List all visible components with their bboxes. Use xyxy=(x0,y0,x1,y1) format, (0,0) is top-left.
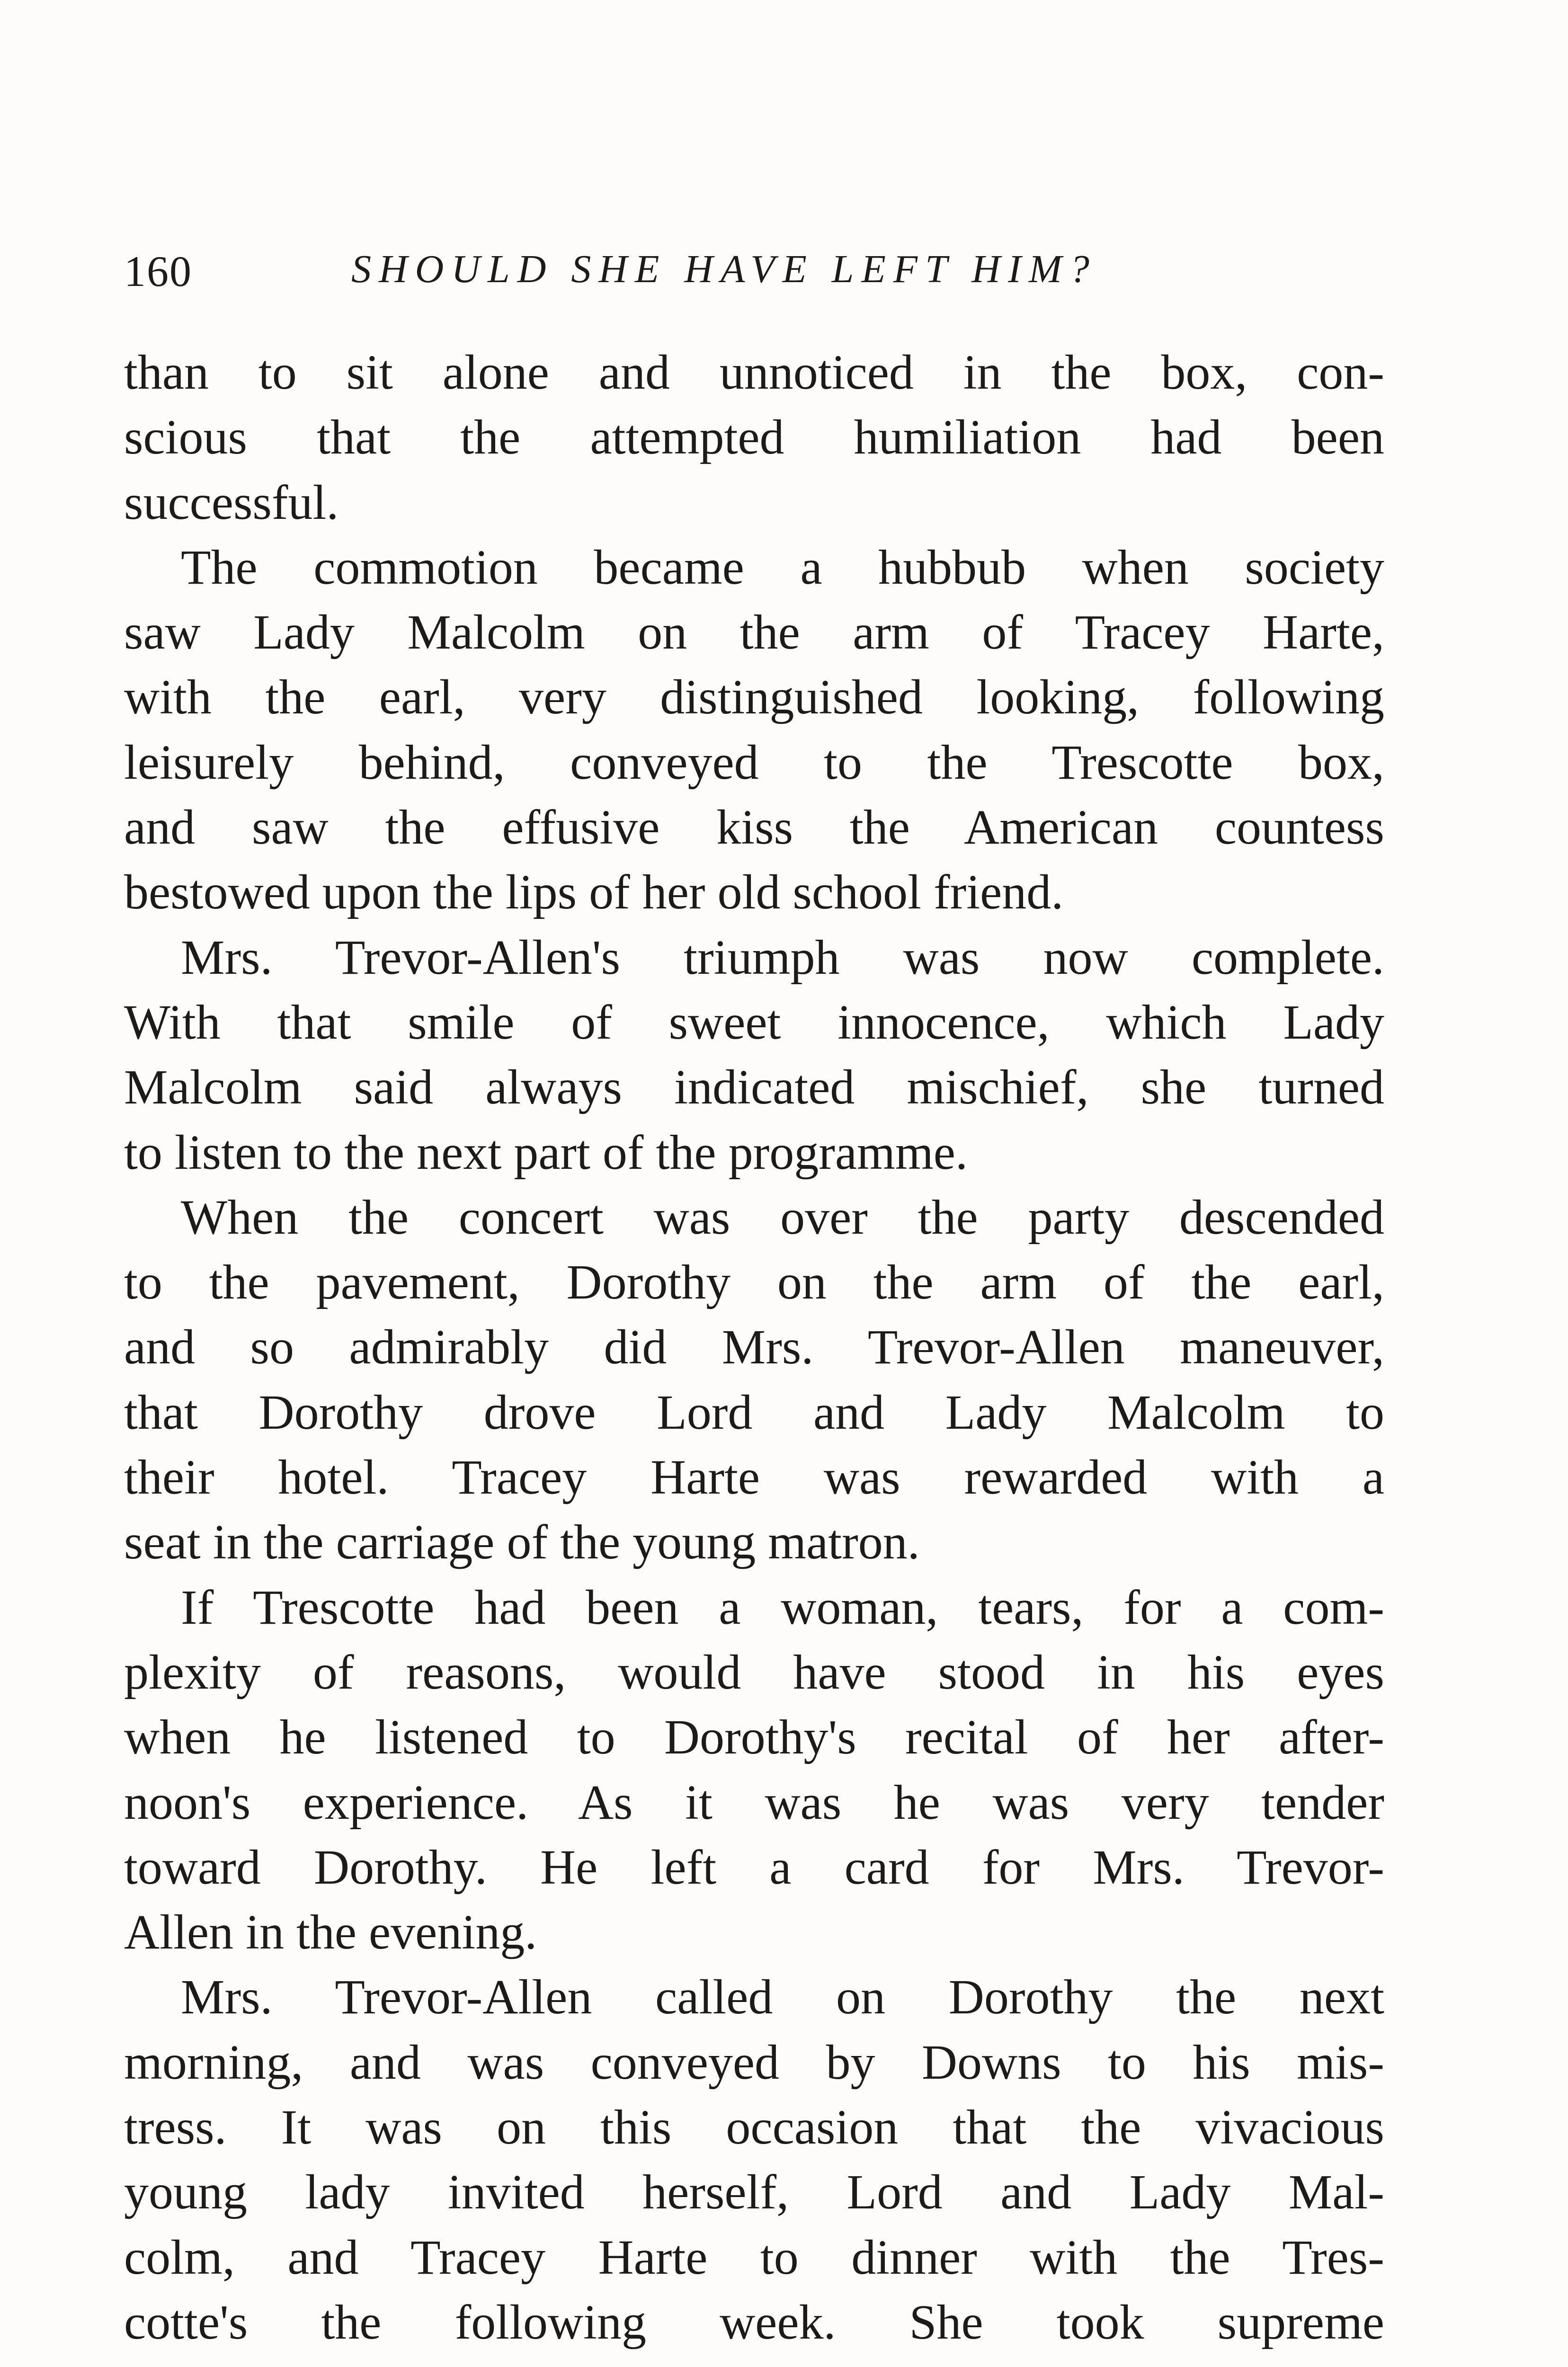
text-line: than to sit alone and unnoticed in the box, con- xyxy=(124,345,1384,400)
text-line: Malcolm said always indicated mischief, she turned xyxy=(124,1060,1384,1115)
page-number: 160 xyxy=(124,247,192,295)
text-line: Allen in the evening. xyxy=(124,1905,537,1960)
text-line: With that smile of sweet innocence, which Lady xyxy=(124,995,1384,1050)
text-line: leisurely behind, conveyed to the Trescotte box, xyxy=(124,735,1384,790)
paragraph-first-line: If Trescotte had been a woman, tears, for a com- xyxy=(181,1580,1384,1635)
text-line: with the earl, very distinguished looking, following xyxy=(124,670,1384,725)
text-line: plexity of reasons, would have stood in his eyes xyxy=(124,1645,1384,1700)
running-title: SHOULD SHE HAVE LEFT HIM? xyxy=(351,247,1097,291)
text-line: to the pavement, Dorothy on the arm of the earl, xyxy=(124,1255,1384,1310)
text-line: noon's experience. As it was he was very tender xyxy=(124,1775,1384,1830)
paragraph-first-line: The commotion became a hubbub when society xyxy=(181,540,1384,595)
text-line: when he listened to Dorothy's recital of her after- xyxy=(124,1710,1384,1765)
text-line: scious that the attempted humiliation had been xyxy=(124,410,1384,465)
text-line: that Dorothy drove Lord and Lady Malcolm to xyxy=(124,1385,1384,1440)
text-line: colm, and Tracey Harte to dinner with the Tres- xyxy=(124,2230,1384,2285)
text-line: and so admirably did Mrs. Trevor-Allen maneuver, xyxy=(124,1320,1384,1375)
text-line: tress. It was on this occasion that the vivacious xyxy=(124,2100,1384,2155)
text-line: toward Dorothy. He left a card for Mrs. Trevor- xyxy=(124,1840,1384,1895)
running-head xyxy=(124,246,1384,303)
text-line: seat in the carriage of the young matron. xyxy=(124,1515,920,1570)
text-line: their hotel. Tracey Harte was rewarded with a xyxy=(124,1450,1384,1505)
paragraph-first-line: Mrs. Trevor-Allen's triumph was now complete. xyxy=(181,930,1384,985)
text-line: young lady invited herself, Lord and Lady Mal- xyxy=(124,2165,1384,2220)
text-line: morning, and was conveyed by Downs to his mis- xyxy=(124,2035,1384,2090)
text-line: successful. xyxy=(124,475,339,530)
text-line: and saw the effusive kiss the American countess xyxy=(124,800,1384,855)
body-text xyxy=(124,340,1384,2355)
text-line: bestowed upon the lips of her old school friend. xyxy=(124,865,1064,920)
paragraph-first-line: When the concert was over the party descended xyxy=(181,1190,1384,1245)
paragraph-first-line: Mrs. Trevor-Allen called on Dorothy the next xyxy=(181,1970,1384,2025)
text-line: cotte's the following week. She took supreme xyxy=(124,2295,1384,2349)
text-line: saw Lady Malcolm on the arm of Tracey Harte, xyxy=(124,605,1384,660)
text-line: to listen to the next part of the programme. xyxy=(124,1125,968,1180)
